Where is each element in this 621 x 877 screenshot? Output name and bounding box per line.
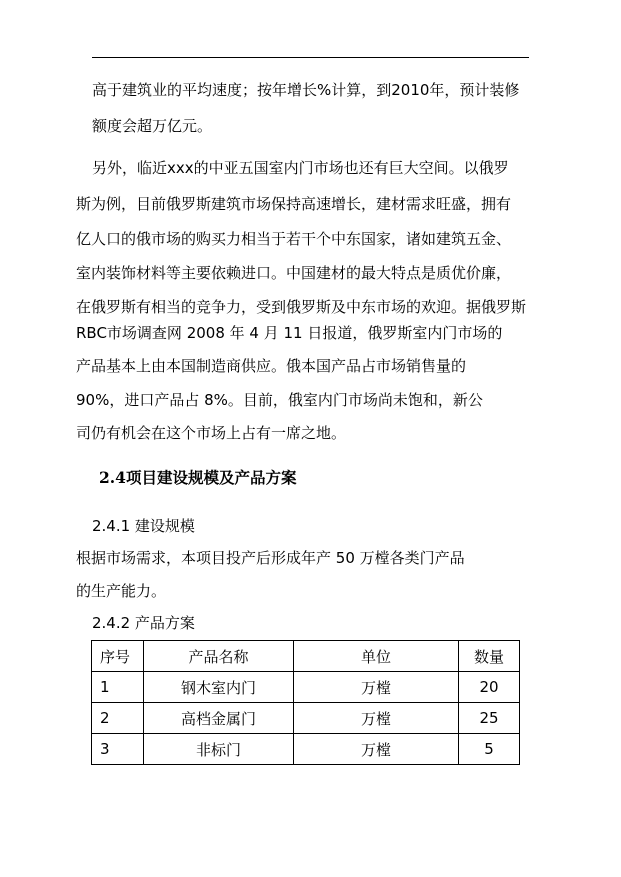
paragraph-line: 亿人口的俄市场的购买力相当于若干个中东国家，诸如建筑五金、 [76,230,512,248]
paragraph-line: 根据市场需求，本项目投产后形成年产 50 万樘各类门产品 [76,549,465,567]
paragraph-line: 室内装饰材料等主要依赖进口。中国建材的最大特点是质优价廉， [76,264,512,282]
subsection-heading: 2.4.1 建设规模 [92,517,195,535]
subsection-heading: 2.4.2 产品方案 [92,614,195,632]
table-cell: 2 [92,703,144,734]
header-cell-name: 产品名称 [144,641,294,672]
paragraph-line: RBC市场调查网 2008 年 4 月 11 日报道，俄罗斯室内门市场的 [76,324,503,342]
table-row [92,672,520,703]
paragraph-line: 的生产能力。 [76,582,167,600]
table-row [92,734,520,765]
header-cell-index: 序号 [92,641,144,672]
paragraph-line: 司仍有机会在这个市场上占有一席之地。 [76,424,347,442]
table-cell: 1 [92,672,144,703]
table-cell: 万樘 [294,734,459,765]
table-cell: 3 [92,734,144,765]
paragraph-line: 另外，临近xxx的中亚五国室内门市场也还有巨大空间。以俄罗 [92,159,509,177]
paragraph-line: 高于建筑业的平均速度；按年增长%计算，到2010年，预计装修 [92,81,520,99]
table-cell: 高档金属门 [144,703,294,734]
table-header-row [92,641,520,672]
table-cell: 万樘 [294,703,459,734]
table-cell: 25 [459,703,520,734]
page-header-rule [92,57,529,58]
header-cell-quantity: 数量 [459,641,520,672]
table-cell: 非标门 [144,734,294,765]
paragraph-line: 额度会超万亿元。 [92,117,213,135]
section-heading: 2.4项目建设规模及产品方案 [99,468,297,487]
header-cell-unit: 单位 [294,641,459,672]
paragraph-line: 在俄罗斯有相当的竞争力，受到俄罗斯及中东市场的欢迎。据俄罗斯 [76,298,527,316]
table-cell: 钢木室内门 [144,672,294,703]
table-cell: 5 [459,734,520,765]
table-row [92,703,520,734]
product-table [91,640,520,765]
paragraph-line: 产品基本上由本国制造商供应。俄本国产品占市场销售量的 [76,357,467,375]
table-cell: 20 [459,672,520,703]
table-cell: 万樘 [294,672,459,703]
paragraph-line: 90%，进口产品占 8%。目前，俄室内门市场尚未饱和，新公 [76,391,483,409]
paragraph-line: 斯为例，目前俄罗斯建筑市场保持高速增长，建材需求旺盛，拥有 [76,195,512,213]
